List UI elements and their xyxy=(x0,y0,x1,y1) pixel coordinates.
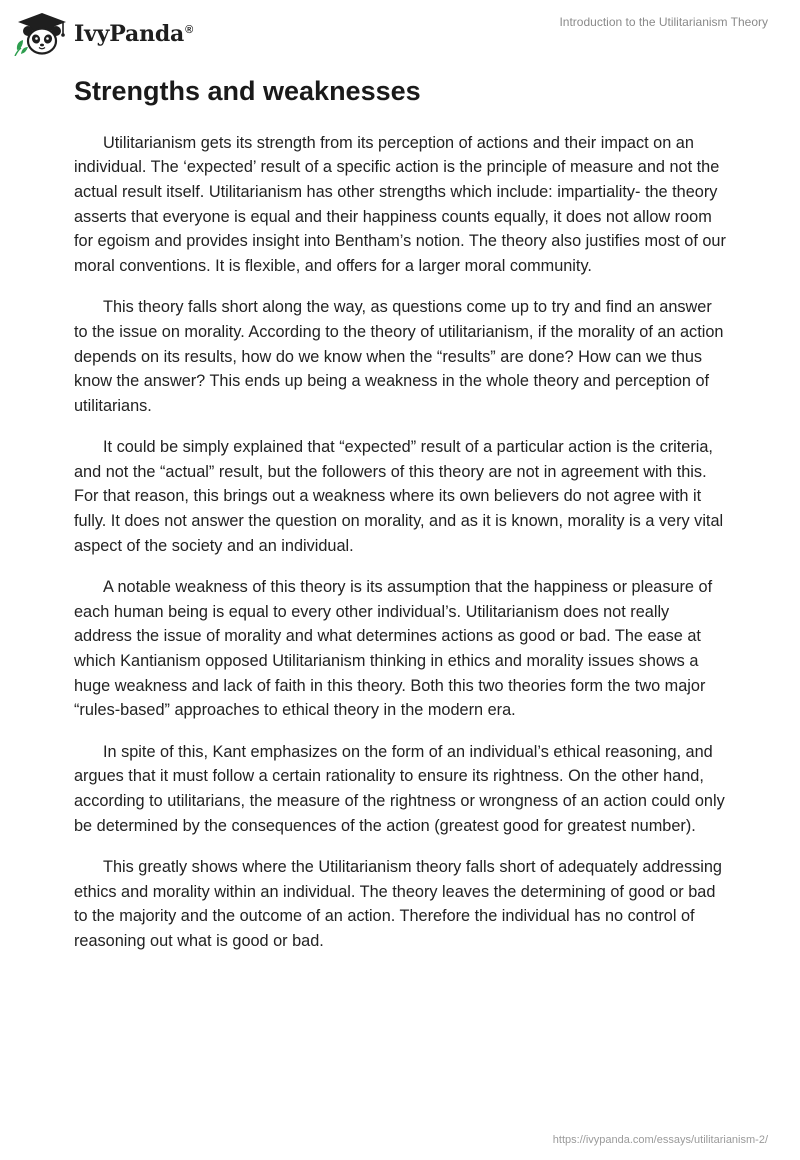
source-url-link[interactable]: https://ivypanda.com/essays/utilitarianism-2/ xyxy=(552,1134,768,1146)
panda-graduate-icon xyxy=(12,10,68,56)
paragraph: In spite of this, Kant emphasizes on the form of an individual’s ethical reasoning, and argues that it must follow a certain rationality to ensure its rightness. On the other hand, according to utilitarians, the measure of the rightness or wrongness of an action could only be determined by the consequences of the action (greatest good for greatest number). xyxy=(74,742,725,835)
brand-logo[interactable] xyxy=(12,10,193,56)
paragraph: This theory falls short along the way, as questions come up to try and find an answer to the issue on morality. According to the theory of utilitarianism, if the morality of an action depends on its results, how do we know when the “results” are done? How can we thus know the answer? This ends up being a weakness in the whole theory and perception of utilitarians. xyxy=(74,298,724,415)
brand-name-text: IvyPanda xyxy=(74,21,185,47)
paragraph: This greatly shows where the Utilitarianism theory falls short of adequately addressing ethics and morality within an individual. The theory leaves the determining of good or bad to the majority and the outcome of an action. Therefore the individual has no control of reasoning out what is good or bad. xyxy=(74,858,722,950)
paragraph: It could be simply explained that “expected” result of a particular action is the criteria, and not the “actual” result, but the followers of this theory are not in agreement with this. For that reason, this brings out a weakness where its own believers do not agree with it fully. It does not answer the question on morality, and as it is known, morality is a very vital aspect of the society and an individual. xyxy=(74,438,724,555)
section-heading: Strengths and weaknesses xyxy=(74,76,421,106)
essay-content xyxy=(74,75,726,971)
registered-mark: ® xyxy=(185,23,194,36)
page-header xyxy=(0,0,800,70)
paragraph: Utilitarianism gets its strength from its perception of actions and their impact on an individual. The ‘expected’ result of a specific action is the principle of measure and not the actual result itself. Utilitarianism has other strengths which include: impartiality- the theory asserts that everyone is equal and their happiness counts equally, it does not allow room for egoism and provides insight into Bentham’s notion. The theory also justifies most of our moral conventions. It is flexible, and offers for a larger moral community. xyxy=(74,133,726,275)
document-title: Introduction to the Utilitarianism Theory xyxy=(559,15,768,29)
brand-name xyxy=(74,21,193,47)
paragraph: A notable weakness of this theory is its assumption that the happiness or pleasure of each human being is equal to every other individual’s. Utilitarianism does not really address the issue of morality and what determines actions as good or bad. The ease at which Kantianism opposed Utilitarianism thinking in ethics and morality issues shows a huge weakness and lack of faith in this theory. Both this two theories form the two major “rules-based” approaches to ethical theory in the modern era. xyxy=(74,578,713,720)
